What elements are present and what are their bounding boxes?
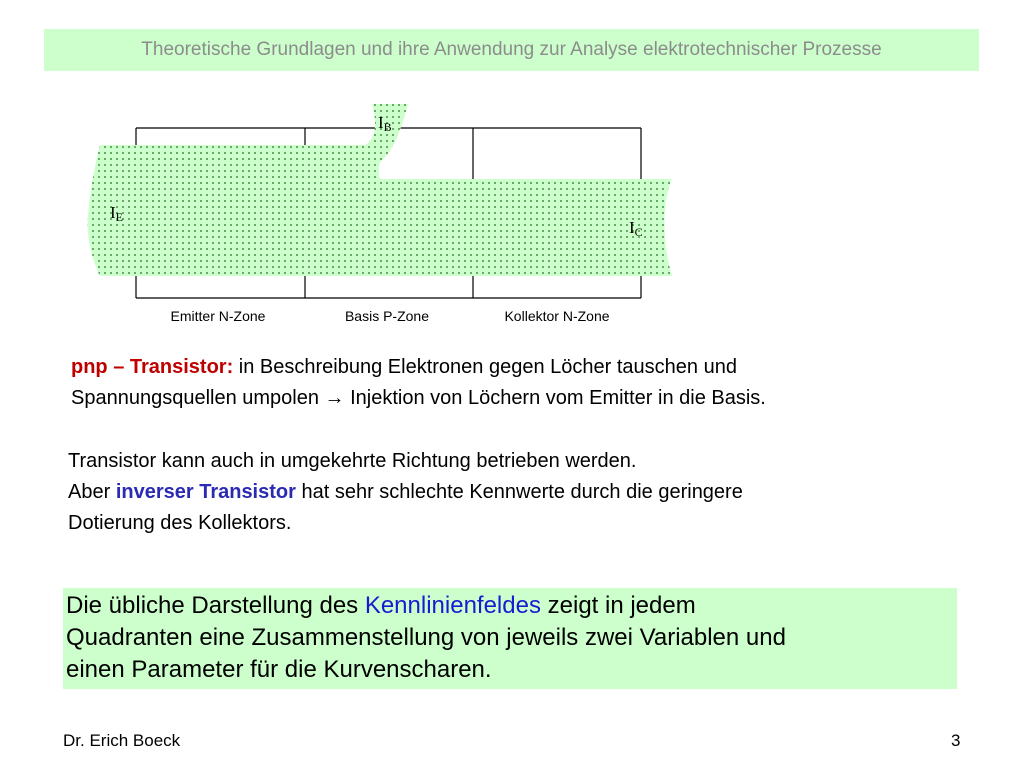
- inverse-line-2-post: hat sehr schlechte Kennwerte durch die geringere: [295, 481, 743, 503]
- pnp-text-1: in Beschreibung Elektronen gegen Löcher tauschen und: [233, 356, 737, 378]
- emitter-current-label: IE: [110, 203, 124, 224]
- transistor-current-diagram: [0, 0, 1024, 340]
- summary-box: [63, 588, 957, 689]
- pnp-line-2: Spannungsquellen umpolen → Injektion von Löchern vom Emitter in die Basis.: [71, 387, 766, 409]
- pnp-line-1: [71, 352, 766, 383]
- pnp-highlight: pnp – Transistor:: [71, 356, 234, 378]
- inverse-highlight: inverser Transistor: [115, 481, 296, 503]
- page-number: 3: [951, 731, 961, 750]
- zone-label-basis: Basis P-Zone: [344, 308, 430, 324]
- footer-author: Dr. Erich Boeck: [63, 731, 181, 750]
- summary-line-3: einen Parameter für die Kurvenscharen.: [66, 656, 492, 683]
- summary-line-1: [66, 590, 957, 622]
- pnp-paragraph: [71, 352, 766, 414]
- zone-label-kollektor: Kollektor N-Zone: [504, 308, 610, 324]
- collector-current-label: IC: [629, 218, 643, 239]
- summary-term: Kennlinienfeldes: [364, 592, 541, 619]
- inverse-line-1: Transistor kann auch in umgekehrte Richtung betrieben werden.: [68, 450, 637, 472]
- inverse-line-2: [68, 477, 743, 508]
- inverse-paragraph: [68, 446, 743, 539]
- summary-line-1-pre: Die übliche Darstellung des: [66, 592, 365, 619]
- base-current-label: IB: [378, 113, 392, 134]
- inverse-line-3: Dotierung des Kollektors.: [68, 512, 292, 534]
- slide-title: Theoretische Grundlagen und ihre Anwendung zur Analyse elektrotechnischer Prozesse: [141, 39, 882, 60]
- inverse-line-2-pre: Aber: [68, 481, 116, 503]
- summary-line-1-post: zeigt in jedem: [540, 592, 696, 619]
- zone-label-emitter: Emitter N-Zone: [170, 308, 266, 324]
- summary-line-2: Quadranten eine Zusammenstellung von jeweils zwei Variablen und: [66, 624, 786, 651]
